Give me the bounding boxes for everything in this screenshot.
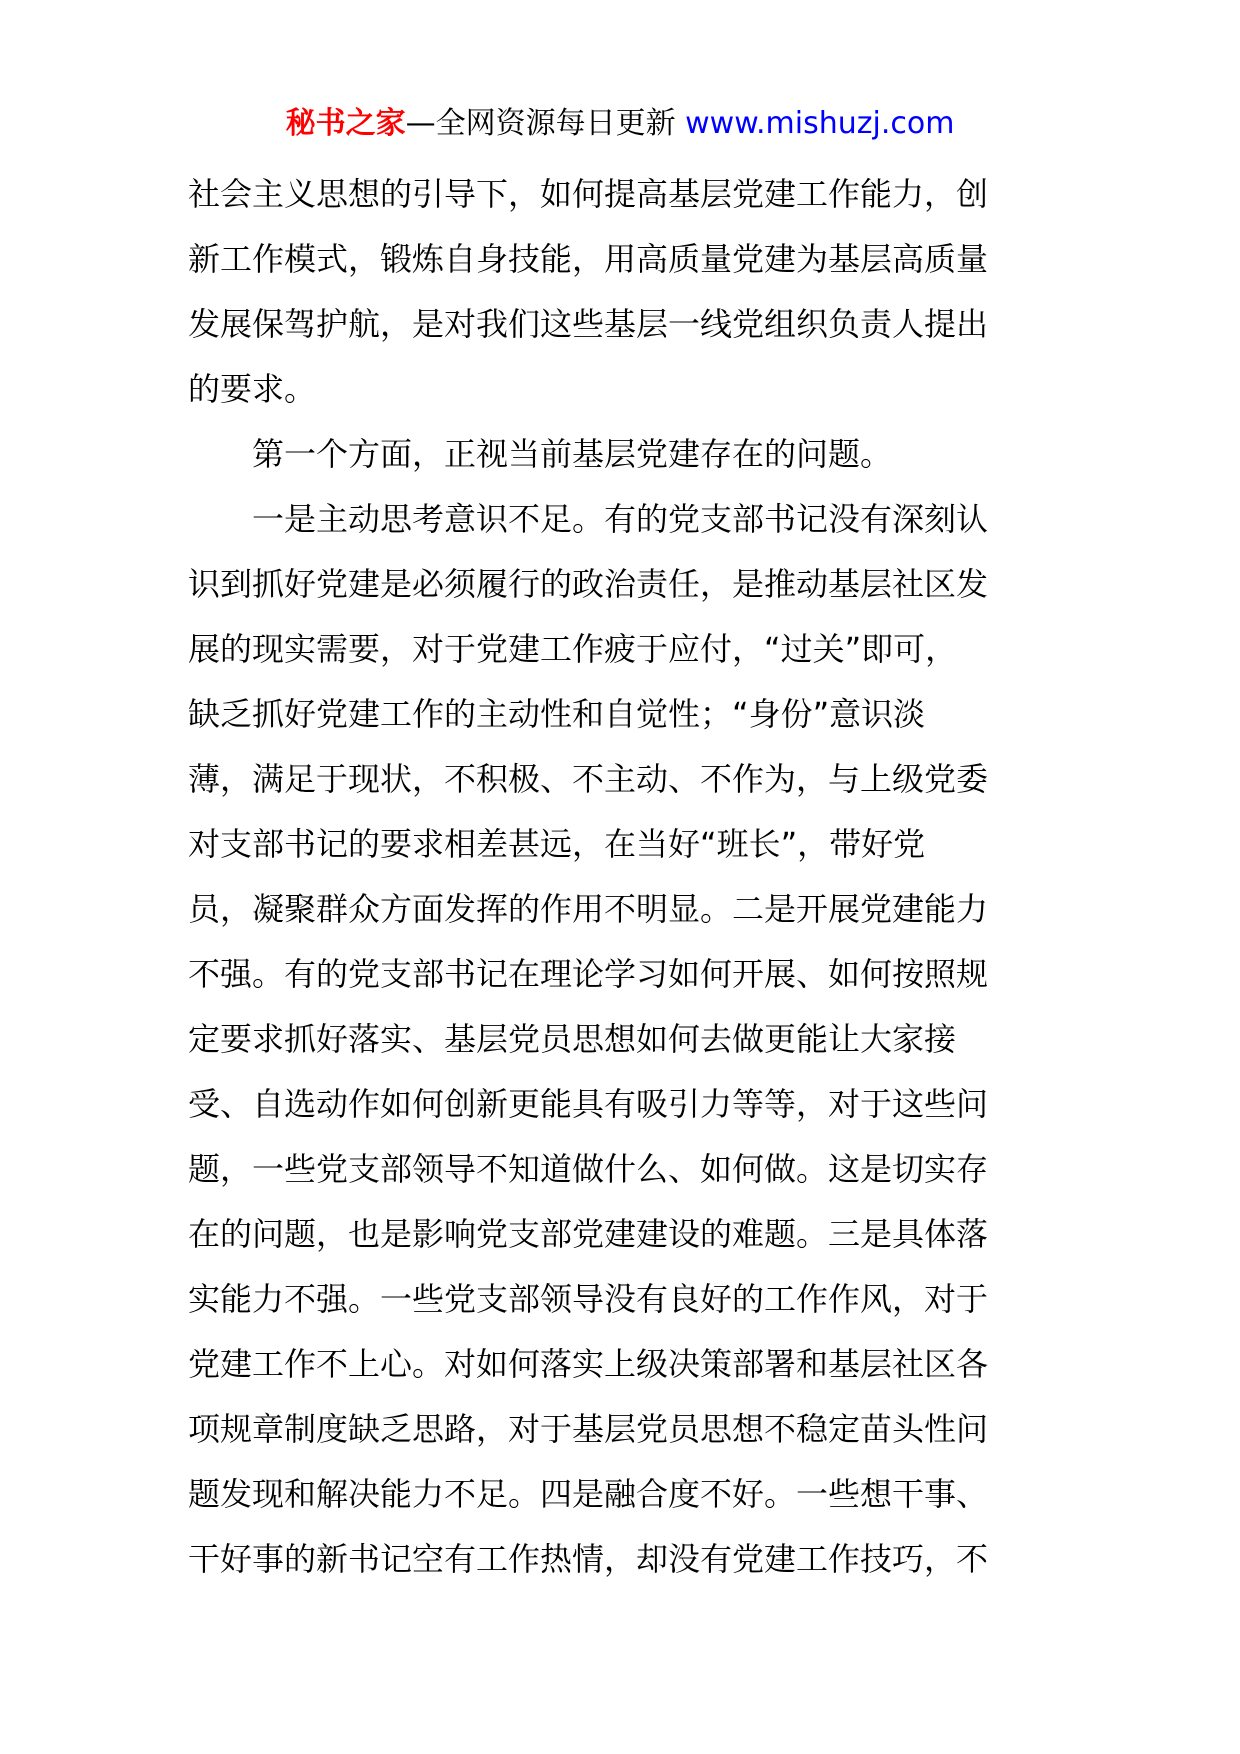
header-tagline: —全网资源每日更新 bbox=[405, 106, 676, 141]
text-line: 不强。有的党支部书记在理论学习如何开展、如何按照规 bbox=[188, 955, 989, 993]
page-header bbox=[0, 100, 1240, 148]
text-line: 题，一些党支部领导不知道做什么、如何做。这是切实存 bbox=[188, 1150, 989, 1188]
text-line: 受、自选动作如何创新更能具有吸引力等等，对于这些问 bbox=[188, 1085, 989, 1123]
text-line: 在的问题，也是影响党支部党建建设的难题。三是具体落 bbox=[188, 1215, 989, 1253]
header-url-link[interactable]: www.mishuzj.com bbox=[685, 106, 955, 141]
text-line: 的要求。 bbox=[188, 370, 317, 408]
text-line: 对支部书记的要求相差甚远，在当好“班长”，带好党 bbox=[188, 825, 926, 863]
text-line: 缺乏抓好党建工作的主动性和自觉性；“身份”意识淡 bbox=[188, 695, 926, 733]
paragraph-section-heading bbox=[188, 422, 1054, 487]
header-brand: 秘书之家 bbox=[285, 106, 406, 141]
text-line: 一是主动思考意识不足。有的党支部书记没有深刻认 bbox=[252, 500, 989, 538]
text-line: 定要求抓好落实、基层党员思想如何去做更能让大家接 bbox=[188, 1020, 957, 1058]
text-line: 薄，满足于现状，不积极、不主动、不作为，与上级党委 bbox=[188, 760, 989, 798]
text-line: 识到抓好党建是必须履行的政治责任，是推动基层社区发 bbox=[188, 565, 989, 603]
text-line: 社会主义思想的引导下，如何提高基层党建工作能力，创 bbox=[188, 175, 989, 213]
paragraph-intro-continued bbox=[188, 162, 1054, 422]
text-line: 发展保驾护航，是对我们这些基层一线党组织负责人提出 bbox=[188, 305, 989, 343]
text-line: 展的现实需要，对于党建工作疲于应付，“过关”即可， bbox=[188, 630, 958, 668]
text-line: 项规章制度缺乏思路，对于基层党员思想不稳定苗头性问 bbox=[188, 1410, 989, 1448]
text-line: 题发现和解决能力不足。四是融合度不好。一些想干事、 bbox=[188, 1475, 989, 1513]
text-line: 实能力不强。一些党支部领导没有良好的工作作风，对于 bbox=[188, 1280, 989, 1318]
text-line: 新工作模式，锻炼自身技能，用高质量党建为基层高质量 bbox=[188, 240, 989, 278]
text-line: 员，凝聚群众方面发挥的作用不明显。二是开展党建能力 bbox=[188, 890, 989, 928]
text-line: 党建工作不上心。对如何落实上级决策部署和基层社区各 bbox=[188, 1345, 989, 1383]
document-body bbox=[188, 162, 1054, 1592]
text-line: 干好事的新书记空有工作热情，却没有党建工作技巧，不 bbox=[188, 1540, 989, 1578]
text-line: 第一个方面，正视当前基层党建存在的问题。 bbox=[252, 435, 893, 473]
paragraph-problems bbox=[188, 487, 1054, 1592]
